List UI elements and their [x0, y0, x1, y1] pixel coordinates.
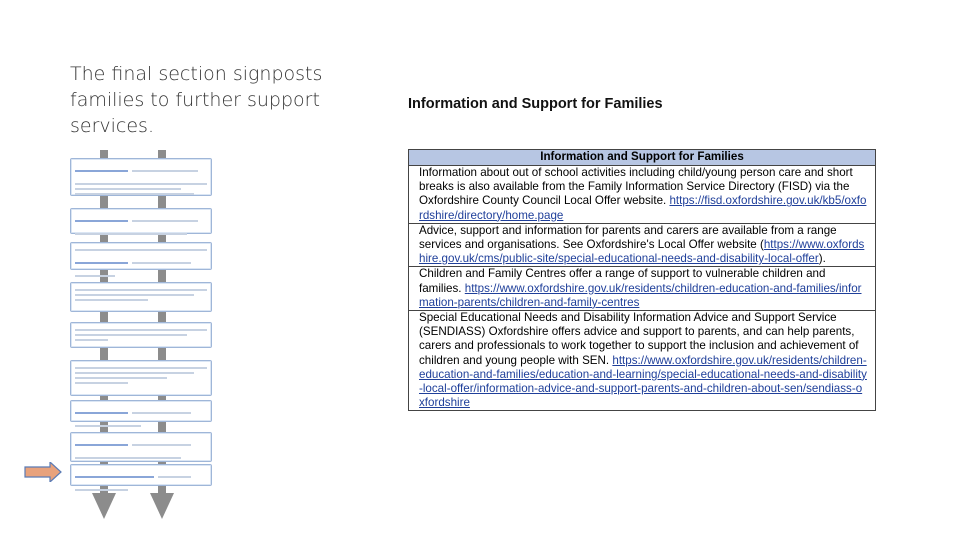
table-row — [409, 267, 876, 311]
arrow-right-icon — [24, 462, 62, 482]
intro-text — [70, 61, 370, 139]
sendiass-link[interactable]: https://www.oxfordshire.gov.uk/residents/children-education-and-families/education-and-learning/special-educational-needs-and-disability-local-offer/information-advice-and-support-parents-and-children-about-sen/sendiass-oxfordshire — [419, 353, 867, 410]
flow-box — [70, 322, 212, 348]
flow-box — [70, 242, 212, 270]
table-header-row — [409, 150, 876, 166]
table-cell: Advice, support and information for parents and carers are available from a range services and organisations. See Oxfordshire's Local Offer website (https://www.oxfordshire.gov.uk/cms/public-site/special-educational-needs-and-disability-local-offer). — [409, 223, 876, 267]
table-cell — [409, 311, 876, 411]
flow-box — [70, 464, 212, 486]
table-row — [409, 223, 876, 267]
section-heading: Information and Support for Families — [408, 96, 663, 112]
flow-box — [70, 432, 212, 462]
table-row — [409, 311, 876, 411]
table-cell — [409, 267, 876, 311]
flow-box — [70, 208, 212, 234]
family-centres-link[interactable]: https://www.oxfordshire.gov.uk/residents/children-education-and-families/information-parents/children-and-family-centres — [419, 281, 862, 309]
cell-text: Special Educational Needs and Disability Information Advice and Support Service (SENDIASS) Oxfordshire offers advice and support to parents, and can help parents, carers and professionals to work together to support the inclusion and achievement of children and young people with SEN. — [419, 311, 859, 367]
table-cell — [409, 166, 876, 224]
arrow-down-icon — [92, 493, 116, 519]
intro-line: families to further support — [70, 89, 320, 111]
flow-box — [70, 360, 212, 396]
flow-box — [70, 282, 212, 312]
intro-line: services. — [70, 115, 154, 137]
flowchart-thumbnail — [66, 150, 216, 522]
info-table — [408, 149, 876, 411]
table-header: Information and Support for Families — [409, 150, 876, 166]
flow-box — [70, 400, 212, 422]
fisd-link[interactable]: https://fisd.oxfordshire.gov.uk/kb5/oxfordshire/directory/home.page — [419, 194, 867, 222]
local-offer-link[interactable]: https://www.oxfordshire.gov.uk/cms/public-site/special-educational-needs-and-disability-local-offer — [419, 238, 865, 266]
table-row — [409, 166, 876, 224]
cell-text: Advice, support and information for parents and carers are available from a range services and organisations. See Oxfordshire's Local Offer website ( — [419, 223, 837, 252]
cell-text: Information about out of school activities including child/young person care and short breaks is also available from the Family Information Service Directory (FISD) via the Oxfordshire County Council Local Offer website. — [419, 166, 853, 208]
flow-box — [70, 158, 212, 196]
intro-line: The final section signposts — [70, 63, 323, 85]
arrow-down-icon — [150, 493, 174, 519]
cell-text: Children and Family Centres offer a range of support to vulnerable children and families. — [419, 267, 826, 295]
